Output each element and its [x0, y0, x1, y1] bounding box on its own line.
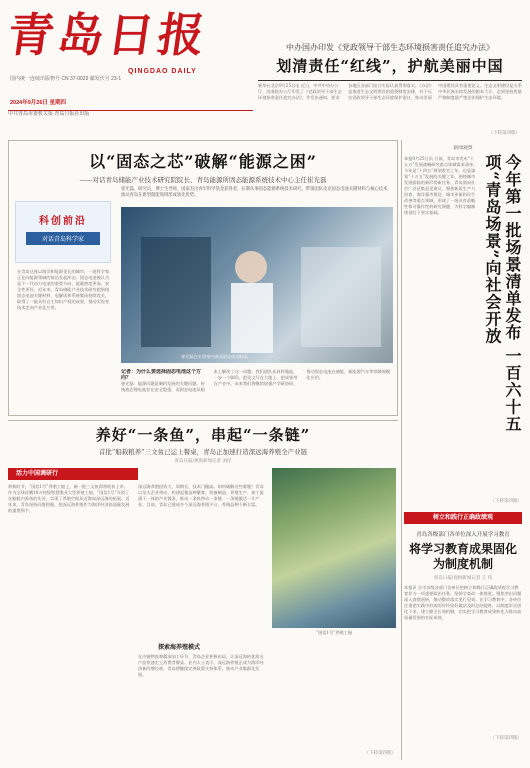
- lead-story-title[interactable]: 以“固态之芯”破解“能源之困”: [89, 152, 317, 171]
- qa-answer: 崔光磊：能源问题是制约发展的关键问题。传统液态锂电池存在安全隐患，而固态电池从根本上解决了这一问题。我们团队从材料做起，一步一个脚印，把论文写在大地上，把成果用在产业中。未来我们将继续加强产学研协同，推动固态电池在储能、新能源汽车等领域规模化应用。: [121, 369, 391, 392]
- second-story-byline: 青岛日报/观海新闻记者 刘洋: [174, 459, 232, 464]
- bottom-right-kicker: 青岛各级部门各单位深入开展学习教育: [416, 532, 510, 538]
- top-story-continued: （下转第四版）: [488, 131, 520, 136]
- second-story-column-2: 深远海养殖投资大、周期长、技术门槛高。如何破解这些难题？青岛以龙头企业带动，构建起集苗种繁育、装备制造、养殖生产、加工流通于一体的产业链条，推动一条鱼带动一条链、一条链激活一片产业。目前，青岛已建成多个深远海养殖平台，养殖品种不断丰富。: [138, 484, 264, 507]
- masthead-bar: 中共青岛市委机关报 青岛日报社出版: [8, 110, 253, 124]
- right-column-label: 新闻观察: [453, 146, 473, 151]
- lead-story: [8, 140, 398, 416]
- lead-story-intro: 崔光磊，研究员，博士生导师，国家杰出青年科学基金获得者。长期从事固态能源系统技术研究，带领团队攻克固态电池关键材料与核心技术，推动青岛在新型储能领域形成领先优势。: [121, 187, 392, 198]
- second-story-subtitle: 首批“船载粮养”三文鱼已运上餐桌，青岛正加速打造深远海养殖全产业链: [98, 448, 308, 456]
- fish-farm-photo: [272, 468, 396, 628]
- issue-date: 2024年9月26日 星期四: [10, 100, 66, 106]
- lab-scene-illustration: [121, 207, 393, 363]
- column-badge-title: 科创前沿: [39, 216, 87, 227]
- bottom-right-title[interactable]: 将学习教育成果固化为制度机制: [408, 542, 517, 571]
- newspaper-logo-english: QINGDAO DAILY: [128, 68, 197, 75]
- right-column-body: 本报9月25日讯 日前，青岛市发布“十五五”发展战略研究重点领域需求清单。今年是“十四五”规划收官之年，也是谋划“十五五”发展的关键之年。围绕城市发展面临的新形势新任务，青岛面向社会广泛征集意见建议，聚焦新质生产力培育、海洋强市建设、城市更新和民生改善等重点领域，形成了一批具有前瞻性和可操作性的研究课题，为科学编制规划打下坚实基础。: [404, 156, 478, 215]
- right-column-vertical-title[interactable]: 今年第一批场景清单发布 一百六十五项“青岛场景”向社会开放: [483, 154, 522, 433]
- column-tag: 树立和践行正确政绩观: [404, 512, 522, 524]
- top-story-kicker: 中办国办印发《党政领导干部生态环境损害责任追究办法》: [286, 43, 494, 52]
- newspaper-logo: 青岛日报: [4, 8, 212, 62]
- bottom-right-story: [404, 512, 522, 760]
- lead-story-subtitle: ——对话青岛储能产业技术研究院院长、青岛能源所固态能源系统技术中心主任崔光磊: [79, 176, 327, 184]
- bottom-right-byline: 青岛日报/观海新闻记者 王 伟: [433, 576, 493, 581]
- right-column-story: [404, 140, 522, 504]
- second-story-title[interactable]: 养好“一条鱼”，串起“一条链”: [95, 426, 311, 444]
- column-divider: [401, 140, 402, 760]
- column-badge-subtitle: 对话青岛科学家: [26, 232, 100, 245]
- second-story-column-3: 在冷链物流和精深加工环节，青岛企业积极布局，让深远海的优质水产品快速走上消费者餐桌。业内人士表示，深远海养殖正成为海洋经济新的增长极，青岛将继续完善政策支持体系，推动产业集群化发展。: [138, 654, 264, 677]
- lead-story-photo: [121, 207, 393, 363]
- second-story-column-1: 初秋时节，“国信1号”养殖工船上，新一批三文鱼即将收获上市。作为全球首艘10万吨级智慧渔业大型养殖工船，“国信1号”开创了在船舱内养鱼的先河，实现了养殖空间从近海向深远海的拓展。近年来，青岛坚持向海图强，把深远海养殖作为海洋经济高质量发展的重要抓手。: [8, 484, 130, 513]
- column-badge: [15, 201, 111, 263]
- column-tag: 活力中国调研行: [8, 468, 138, 480]
- top-story-body: 新华社北京9月25日电 近日，中共中央办公厅、国务院办公厅印发了《党政领导干部生态环境损害责任追究办法》，并发出通知，要求各地区各部门结合实际认真贯彻落实。《办法》是推进生态文明建设的重要制度安排，对于压实党政领导干部生态环境保护责任、推动美丽中国建设具有重要意义。生态文明建设是关系中华民族永续发展的根本大计，必须坚持用最严格制度最严密法治保护生态环境。: [258, 83, 522, 100]
- publication-info: 国内统一连续出版物号 CN 37-0029 邮发代号 23-1: [10, 76, 122, 82]
- second-story-subhead: 探索海养殖模式: [158, 644, 201, 651]
- lead-story-column: 在青岛这座以海洋和能源见长的城市，一批科学家正在向能源领域的前沿发起冲击。固态电池被认为是下一代动力电池的重要方向，能量密度更高、安全性更好。近年来，青岛储能产业技术研究院围绕固态电池关键材料、电解质和系统集成持续攻关，取得了一批具有自主知识产权的成果，推动实验室技术走向产业化应用。: [17, 269, 110, 310]
- right-column-continued: （下转第四版）: [490, 499, 522, 504]
- bottom-right-body: 本报讯 全市各级各部门各单位把树立和践行正确政绩观学习教育作为一项重要政治任务，坚持学查改一体推进，聚焦突出问题深入查摆剖析，推动整改落实见行见效。在学习教育中，各单位注重把实践中形成的好经验好做法及时总结提炼，以制度形式固化下来，建立健全长效机制，切实把学习教育成果转化为推动高质量发展的实际成效。: [404, 585, 522, 620]
- section-divider: [8, 420, 398, 421]
- top-story: [258, 8, 522, 138]
- photo-caption: “国信1号”养殖工船: [315, 630, 353, 635]
- qa-question: 记者：为什么要选择固态电池这个方向？: [121, 369, 202, 381]
- second-story: [8, 424, 398, 760]
- photo-caption: 崔光磊在实验室内查看固态电池样品: [181, 354, 249, 359]
- lead-story-qa: [121, 369, 393, 413]
- bottom-right-continued: （下转第四版）: [490, 736, 522, 741]
- divider: [258, 80, 522, 81]
- masthead: [4, 6, 253, 128]
- top-story-title[interactable]: 划清责任“红线”，护航美丽中国: [276, 57, 504, 75]
- second-story-continued: （下转第四版）: [364, 751, 396, 756]
